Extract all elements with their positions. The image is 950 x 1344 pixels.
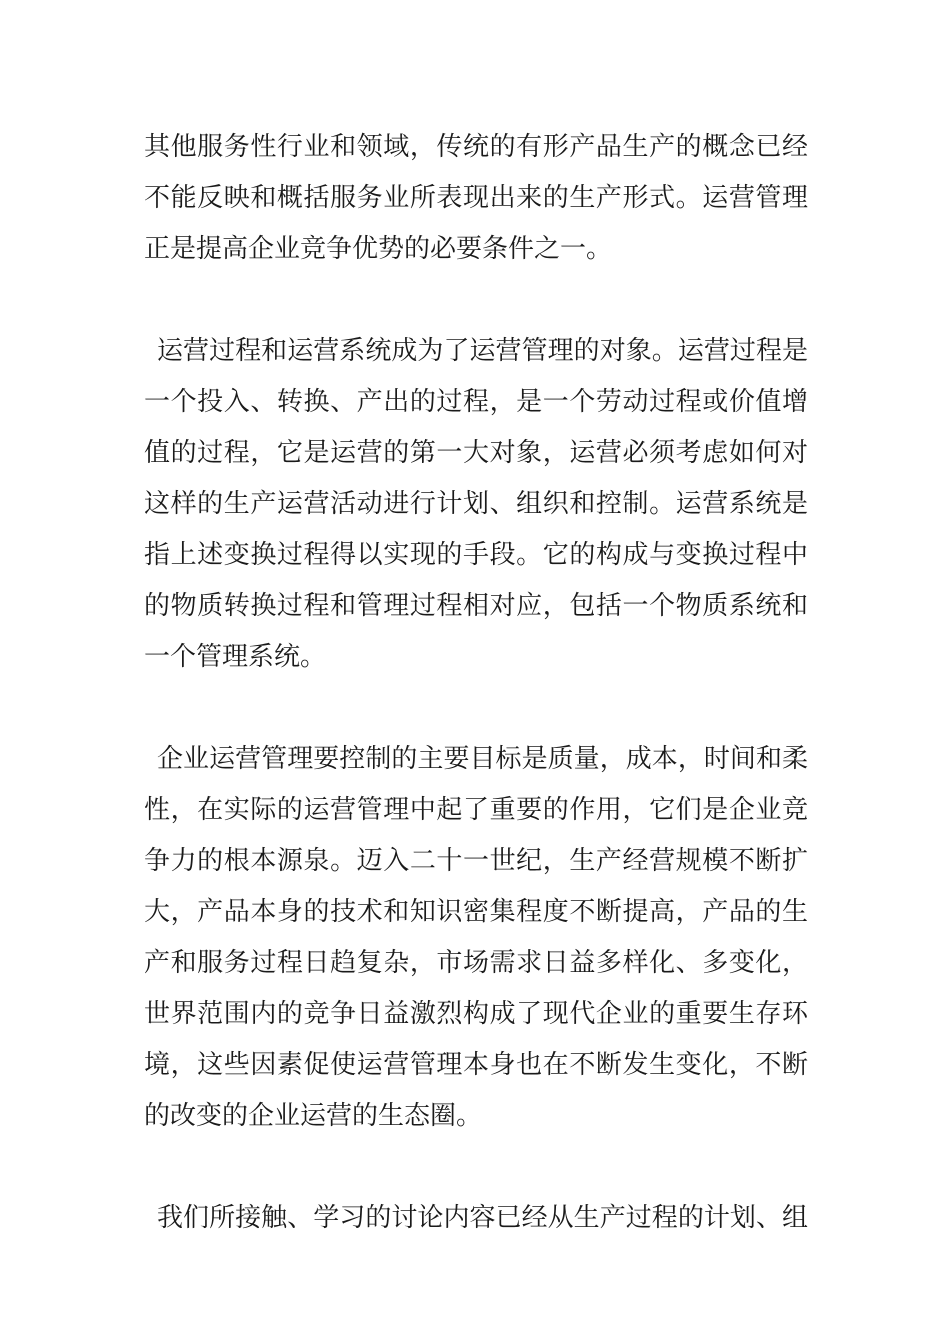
text-line: 争力的根本源泉。迈入二十一世纪，生产经营规模不断扩	[144, 846, 808, 876]
text-line: 的改变的企业运营的生态圈。	[144, 1101, 483, 1131]
text-line: 其他服务性行业和领域，传统的有形产品生产的概念已经	[144, 132, 808, 162]
text-line: 值的过程，它是运营的第一大对象，运营必须考虑如何对	[144, 438, 808, 468]
text-line: 运营过程和运营系统成为了运营管理的对象。运营过程是	[157, 336, 808, 366]
text-line: 性，在实际的运营管理中起了重要的作用，它们是企业竞	[144, 795, 808, 825]
paragraph-4	[144, 1193, 808, 1244]
paragraph-gap	[144, 1142, 808, 1193]
text-line: 企业运营管理要控制的主要目标是质量，成本，时间和柔	[157, 744, 808, 774]
paragraph-1	[144, 122, 808, 275]
text-line: 产和服务过程日趋复杂，市场需求日益多样化、多变化，	[144, 948, 808, 978]
text-line: 境，这些因素促使运营管理本身也在不断发生变化，不断	[144, 1050, 808, 1080]
text-line: 的物质转换过程和管理过程相对应，包括一个物质系统和	[144, 591, 808, 621]
text-line: 正是提高企业竞争优势的必要条件之一。	[144, 234, 613, 264]
text-line: 不能反映和概括服务业所表现出来的生产形式。运营管理	[144, 183, 808, 213]
text-line: 大，产品本身的技术和知识密集程度不断提高，产品的生	[144, 897, 808, 927]
document-page	[144, 122, 808, 1244]
paragraph-gap	[144, 275, 808, 326]
paragraph-2	[144, 326, 808, 683]
paragraph-3	[144, 734, 808, 1142]
paragraph-gap	[144, 683, 808, 734]
text-line: 我们所接触、学习的讨论内容已经从生产过程的计划、组	[157, 1203, 808, 1233]
text-line: 世界范围内的竞争日益激烈构成了现代企业的重要生存环	[144, 999, 808, 1029]
text-line: 一个投入、转换、产出的过程，是一个劳动过程或价值增	[144, 387, 808, 417]
text-line: 这样的生产运营活动进行计划、组织和控制。运营系统是	[144, 489, 808, 519]
text-line: 一个管理系统。	[144, 642, 327, 672]
text-line: 指上述变换过程得以实现的手段。它的构成与变换过程中	[144, 540, 808, 570]
